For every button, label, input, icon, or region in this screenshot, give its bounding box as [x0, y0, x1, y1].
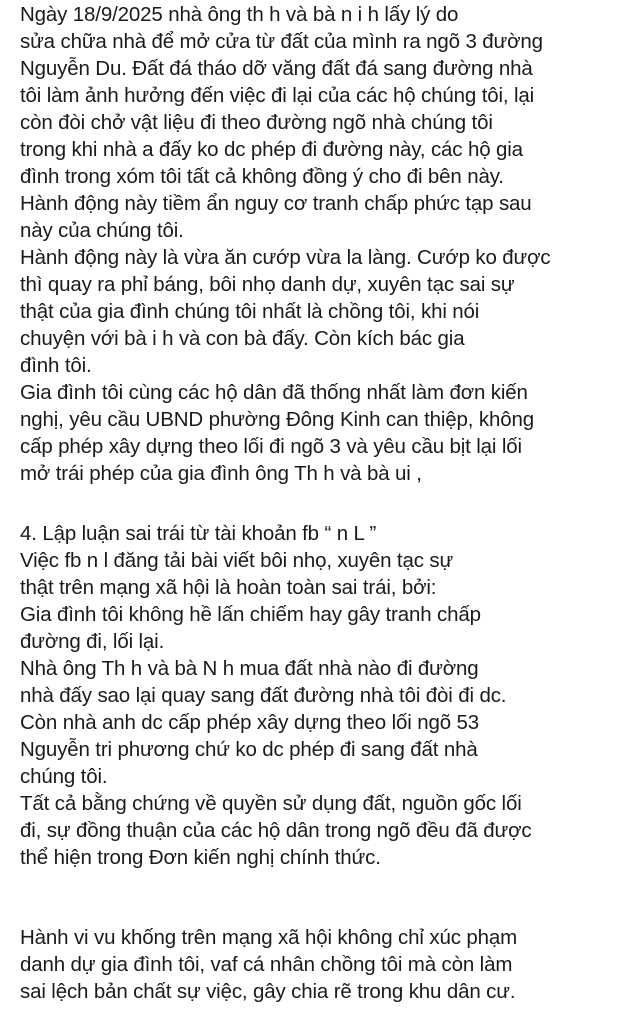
text-line: Tất cả bằng chứng về quyền sử dụng đất, nguồn gốc lối [20, 792, 522, 815]
text-line: chuyện với bà i h và con bà đấy. Còn kích bác gia [20, 327, 465, 350]
text-line: sửa chữa nhà để mở cửa từ đất của mình ra ngõ 3 đường [20, 30, 543, 53]
text-line: Ngày 18/9/2025 nhà ông th h và bà n i h lấy lý do [20, 3, 459, 26]
text-line: đường đi, lối lại. [20, 630, 165, 653]
text-line: nghị, yêu cầu UBND phường Đông Kinh can thiệp, không [20, 408, 534, 431]
text-line: đình trong xóm tôi tất cả không đồng ý cho đi bên này. [20, 165, 504, 188]
text-line: đi, sự đồng thuận của các hộ dân trong ngõ đều đã được [20, 819, 532, 842]
text-line: đình tôi. [20, 354, 92, 377]
text-line: chúng tôi. [20, 765, 108, 788]
text-line: sai lệch bản chất sự việc, gây chia rẽ trong khu dân cư. [20, 980, 516, 1003]
text-line: Hành vi vu khống trên mạng xã hội không chỉ xúc phạm [20, 926, 518, 949]
text-line: mở trái phép của gia đình ông Th h và bà ui , [20, 462, 422, 485]
text-line: còn đòi chở vật liệu đi theo đường ngõ nhà chúng tôi [20, 111, 493, 134]
text-line: nhà đấy sao lại quay sang đất đường nhà tôi đòi đi dc. [20, 684, 507, 707]
text-line: tôi làm ảnh hưởng đến việc đi lại của các hộ chúng tôi, lại [20, 84, 535, 107]
text-line: Gia đình tôi không hề lấn chiếm hay gây tranh chấp [20, 603, 481, 626]
text-line: này của chúng tôi. [20, 219, 184, 242]
text-line: Hành động này tiềm ẩn nguy cơ tranh chấp phức tạp sau [20, 192, 532, 215]
text-line: Việc fb n l đăng tải bài viết bôi nhọ, xuyên tạc sự [20, 549, 454, 572]
text-line: Hành động này là vừa ăn cướp vừa la làng. Cướp ko được [20, 246, 551, 269]
section-heading: 4. Lập luận sai trái từ tài khoản fb “ n L ” [20, 522, 377, 545]
text-line: cấp phép xây dựng theo lối đi ngõ 3 và yêu cầu bịt lại lối [20, 435, 522, 458]
text-line: Nguyễn Du. Đất đá tháo dỡ văng đất đá sang đường nhà [20, 57, 533, 80]
text-line: thể hiện trong Đơn kiến nghị chính thức. [20, 846, 381, 869]
text-line: thật trên mạng xã hội là hoàn toàn sai trái, bởi: [20, 576, 437, 599]
text-line: Nhà ông Th h và bà N h mua đất nhà nào đi đường [20, 657, 479, 680]
text-line: Còn nhà anh dc cấp phép xây dựng theo lối ngõ 53 [20, 711, 480, 734]
text-line: thì quay ra phỉ báng, bôi nhọ danh dự, xuyên tạc sai sự [20, 273, 515, 296]
text-line: Nguyễn tri phương chứ ko dc phép đi sang đất nhà [20, 738, 478, 761]
text-line: thật của gia đình chúng tôi nhất là chồng tôi, khi nói [20, 300, 480, 323]
text-line: danh dự gia đình tôi, vaf cá nhân chồng tôi mà còn làm [20, 953, 513, 976]
text-line: trong khi nhà a đấy ko dc phép đi đường này, các hộ gia [20, 138, 523, 161]
text-line: Gia đình tôi cùng các hộ dân đã thống nhất làm đơn kiến [20, 381, 528, 404]
